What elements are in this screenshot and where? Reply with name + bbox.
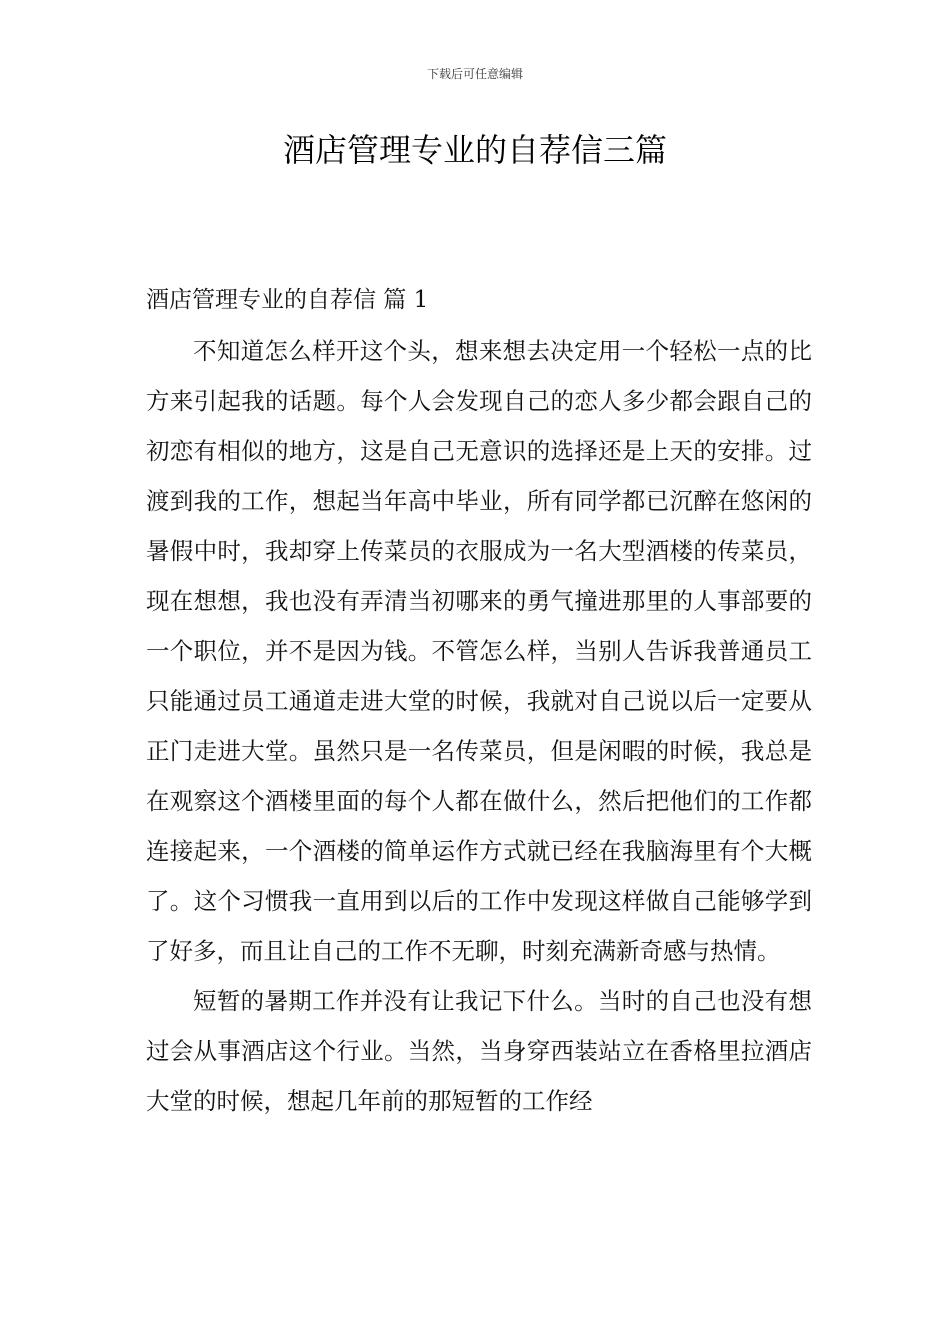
document-title: 酒店管理专业的自荐信三篇 — [282, 131, 667, 169]
body-text — [146, 326, 812, 1126]
paragraph-1: 不知道怎么样开这个头，想来想去决定用一个轻松一点的比方来引起我的话题。每个人会发现自己的恋人多少都会跟自己的初恋有相似的地方，这是自己无意识的选择还是上天的安排。过渡到我的工作，想起当年高中毕业，所有同学都已沉醉在悠闲的暑假中时，我却穿上传菜员的衣服成为一名大型酒楼的传菜员，现在想想，我也没有弄清当初哪来的勇气撞进那里的人事部要的一个职位，并不是因为钱。不管怎么样，当别人告诉我普通员工只能通过员工通道走进大堂的时候，我就对自己说以后一定要从正门走进大堂。虽然只是一名传菜员，但是闲暇的时候，我总是在观察这个酒楼里面的每个人都在做什么，然后把他们的工作都连接起来，一个酒楼的简单运作方式就已经在我脑海里有个大概了。这个习惯我一直用到以后的工作中发现这样做自己能够学到了好多，而且让自己的工作不无聊，时刻充满新奇感与热情。 — [146, 337, 812, 965]
header-note: 下载后可任意编辑 — [426, 67, 523, 81]
section-heading: 酒店管理专业的自荐信 篇 1 — [146, 287, 429, 313]
paragraph-2: 短暂的暑期工作并没有让我记下什么。当时的自己也没有想过会从事酒店这个行业。当然，当身穿西装站立在香格里拉酒店大堂的时候，想起几年前的那短暂的工作经 — [146, 987, 812, 1115]
